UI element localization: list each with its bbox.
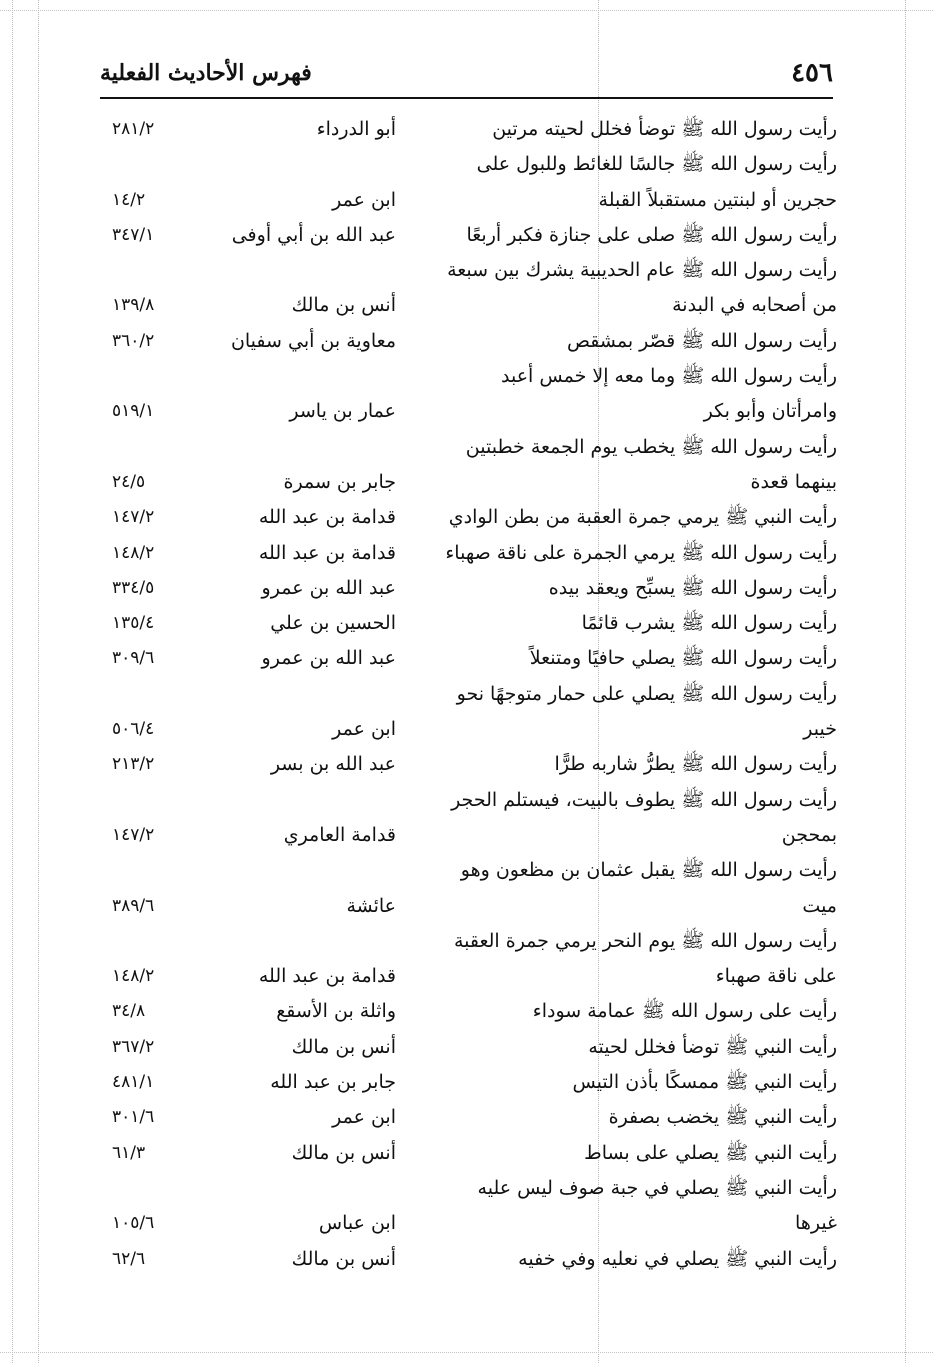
hadith-text-line: رأيت رسول الله ﷺ يخطب يوم الجمعة خطبتين <box>465 435 837 458</box>
hadith-text <box>412 112 837 147</box>
hadith-text-line: رأيت رسول الله ﷺ جالسًا للغائط وللبول على <box>476 153 837 176</box>
hadith-text-line: رأيت رسول الله ﷺ يرمي الجمرة على ناقة صهباء <box>445 541 837 564</box>
narrator-name: عمار بن ياسر <box>289 400 396 423</box>
hadith-text <box>412 430 837 501</box>
hadith-text-line: حجرين أو لبنتين مستقبلاً القبلة <box>598 188 837 211</box>
narrator-name: قدامة بن عبد الله <box>258 965 396 988</box>
hadith-text-line: خيبر <box>803 718 837 741</box>
hadith-text-line: رأيت رسول الله ﷺ يشرب قائمًا <box>581 612 837 635</box>
hadith-text-line: رأيت رسول الله ﷺ قصّر بمشقص <box>567 329 837 352</box>
narrator-name: ابن عباس <box>318 1212 396 1235</box>
volume-page-ref: ١٣٥/٤ <box>112 613 155 634</box>
index-entry <box>100 994 837 1029</box>
volume-page-ref: ١٤٨/٢ <box>112 966 155 987</box>
index-entry <box>100 359 837 430</box>
narrator-name: أنس بن مالك <box>291 1247 396 1270</box>
hadith-text-line: رأيت رسول الله ﷺ توضأ فخلل لحيته مرتين <box>492 118 837 140</box>
index-entry <box>100 430 837 501</box>
volume-page-ref: ٣٠١/٦ <box>112 1107 155 1128</box>
hadith-text-line: رأيت رسول الله ﷺ يوم النحر يرمي جمرة العقبة <box>453 929 837 952</box>
narrator-name: أنس بن مالك <box>291 1141 396 1164</box>
index-entry <box>100 1065 837 1100</box>
index-entry <box>100 1242 837 1277</box>
header-rule <box>100 97 833 99</box>
hadith-text <box>412 1065 837 1100</box>
volume-page-ref: ٢٨١/٢ <box>112 119 155 139</box>
hadith-text <box>412 359 837 430</box>
index-entry <box>100 500 837 535</box>
narrator-name: ابن عمر <box>332 1106 396 1129</box>
hadith-text <box>412 147 837 218</box>
volume-page-ref: ٢٤/٥ <box>112 471 146 492</box>
hadith-text <box>412 571 837 606</box>
hadith-text-line: رأيت رسول الله ﷺ يطرُّ شاربه طرًّا <box>554 753 837 776</box>
hadith-text <box>412 747 837 782</box>
index-entry <box>100 747 837 782</box>
volume-page-ref: ٥٠٦/٤ <box>112 719 155 740</box>
narrator-name: عبد الله بن عمرو <box>261 647 396 670</box>
hadith-text-line: وامرأتان وأبو بكر <box>703 400 837 423</box>
page-number: ٤٥٦ <box>791 58 833 88</box>
narrator-name: عبد الله بن أبي أوفى <box>231 223 396 246</box>
volume-page-ref: ٤٨١/١ <box>112 1072 155 1093</box>
volume-page-ref: ٣٤/٨ <box>112 1001 146 1022</box>
volume-page-ref: ٥١٩/١ <box>112 401 155 422</box>
index-entry <box>100 253 837 324</box>
narrator-name: واثلة بن الأسقع <box>276 1000 396 1023</box>
hadith-text-line: ميت <box>802 894 837 917</box>
hadith-text-line: بينهما قعدة <box>750 470 837 493</box>
hadith-text-line: رأيت النبي ﷺ يصلي في جبة صوف ليس عليه <box>477 1176 837 1199</box>
page-header <box>100 50 833 96</box>
index-entry <box>100 924 837 995</box>
narrator-name: عبد الله بن عمرو <box>261 576 396 599</box>
hadith-text <box>412 924 837 995</box>
hadith-text <box>412 994 837 1029</box>
narrator-name: جابر بن عبد الله <box>270 1071 396 1094</box>
index-entry <box>100 677 837 748</box>
narrator-name: عبد الله بن بسر <box>270 753 396 776</box>
volume-page-ref: ٦١/٣ <box>112 1142 146 1163</box>
hadith-text-line: رأيت على رسول الله ﷺ عمامة سوداء <box>532 1000 837 1023</box>
narrator-name: قدامة بن عبد الله <box>258 541 396 564</box>
volume-page-ref: ٦٢/٦ <box>112 1248 146 1269</box>
index-entry <box>100 147 837 218</box>
narrator-name: معاوية بن أبي سفيان <box>230 329 396 352</box>
volume-page-ref: ١٤/٢ <box>112 189 146 210</box>
volume-page-ref: ٣٦٠/٢ <box>112 330 155 351</box>
index-entry <box>100 571 837 606</box>
hadith-text <box>412 641 837 676</box>
hadith-text-line: رأيت رسول الله ﷺ وما معه إلا خمس أعبد <box>501 365 837 388</box>
hadith-text-line: رأيت رسول الله ﷺ صلى على جنازة فكبر أربعًا <box>466 223 837 246</box>
index-entry <box>100 324 837 359</box>
volume-page-ref: ١٠٥/٦ <box>112 1213 155 1234</box>
volume-page-ref: ٣٣٤/٥ <box>112 577 155 598</box>
narrator-name: أنس بن مالك <box>291 1035 396 1058</box>
volume-page-ref: ١٤٧/٢ <box>112 507 155 528</box>
hadith-text <box>412 324 837 359</box>
hadith-text <box>412 536 837 571</box>
volume-page-ref: ١٤٨/٢ <box>112 542 155 563</box>
hadith-text-line: رأيت رسول الله ﷺ يصلي حافيًا ومتنعلاً <box>529 647 837 670</box>
hadith-text-line: رأيت النبي ﷺ يرمي جمرة العقبة من بطن الوادي <box>448 506 837 529</box>
volume-page-ref: ٣٦٧/٢ <box>112 1036 155 1057</box>
hadith-text <box>412 606 837 641</box>
hadith-text <box>412 853 837 924</box>
running-title: فهرس الأحاديث الفعلية <box>100 60 312 86</box>
narrator-name: الحسين بن علي <box>270 612 396 635</box>
volume-page-ref: ١٣٩/٨ <box>112 295 155 316</box>
hadith-text-line: رأيت رسول الله ﷺ يقبل عثمان بن مظعون وهو <box>460 859 837 882</box>
index-entry <box>100 783 837 854</box>
index-entry <box>100 606 837 641</box>
hadith-text-line: رأيت النبي ﷺ يخضب بصفرة <box>608 1106 837 1129</box>
hadith-text-line: رأيت رسول الله ﷺ يسبِّح ويعقد بيده <box>548 576 837 599</box>
narrator-name: جابر بن سمرة <box>283 470 396 493</box>
hadith-text <box>412 218 837 253</box>
hadith-text <box>412 1242 837 1277</box>
hadith-text <box>412 1030 837 1065</box>
hadith-text-line: بمحجن <box>781 823 837 846</box>
hadith-text <box>412 1171 837 1242</box>
hadith-text-line: رأيت رسول الله ﷺ يطوف بالبيت، فيستلم الحجر <box>451 788 837 811</box>
index-entry <box>100 1136 837 1171</box>
narrator-name: عائشة <box>346 894 396 917</box>
index-entry <box>100 536 837 571</box>
hadith-text <box>412 783 837 854</box>
index-entry <box>100 853 837 924</box>
volume-page-ref: ٢١٣/٢ <box>112 754 155 775</box>
volume-page-ref: ٣٤٧/١ <box>112 224 155 245</box>
hadith-text-line: رأيت النبي ﷺ يصلي في نعليه وفي خفيه <box>518 1247 837 1270</box>
volume-page-ref: ٣٨٩/٦ <box>112 895 155 916</box>
index-entry <box>100 112 837 147</box>
hadith-text <box>412 500 837 535</box>
hadith-text-line: رأيت النبي ﷺ ممسكًا بأذن التيس <box>572 1071 837 1094</box>
narrator-name: أنس بن مالك <box>291 294 396 317</box>
hadith-text-line: رأيت النبي ﷺ توضأ فخلل لحيته <box>588 1035 837 1058</box>
hadith-text-line: رأيت رسول الله ﷺ عام الحديبية يشرك بين سبعة <box>447 259 837 282</box>
hadith-text-line: على ناقة صهباء <box>715 965 837 988</box>
narrator-name: أبو الدرداء <box>316 118 396 140</box>
hadith-text <box>412 1100 837 1135</box>
index-entry <box>100 1100 837 1135</box>
narrator-name: ابن عمر <box>332 718 396 741</box>
index-entry <box>100 218 837 253</box>
hadith-text-line: من أصحابه في البدنة <box>672 294 837 317</box>
narrator-name: قدامة بن عبد الله <box>258 506 396 529</box>
hadith-index-list <box>100 112 837 1277</box>
index-entry <box>100 641 837 676</box>
volume-page-ref: ٣٠٩/٦ <box>112 648 155 669</box>
volume-page-ref: ١٤٧/٢ <box>112 824 155 845</box>
hadith-text <box>412 677 837 748</box>
index-entry <box>100 1171 837 1242</box>
index-entry <box>100 1030 837 1065</box>
hadith-text-line: رأيت النبي ﷺ يصلي على بساط <box>584 1141 837 1164</box>
narrator-name: قدامة العامري <box>283 823 396 846</box>
narrator-name: ابن عمر <box>332 188 396 211</box>
hadith-text-line: رأيت رسول الله ﷺ يصلي على حمار متوجهًا نحو <box>456 682 837 705</box>
hadith-text <box>412 253 837 324</box>
hadith-text-line: غيرها <box>795 1212 837 1235</box>
hadith-text <box>412 1136 837 1171</box>
